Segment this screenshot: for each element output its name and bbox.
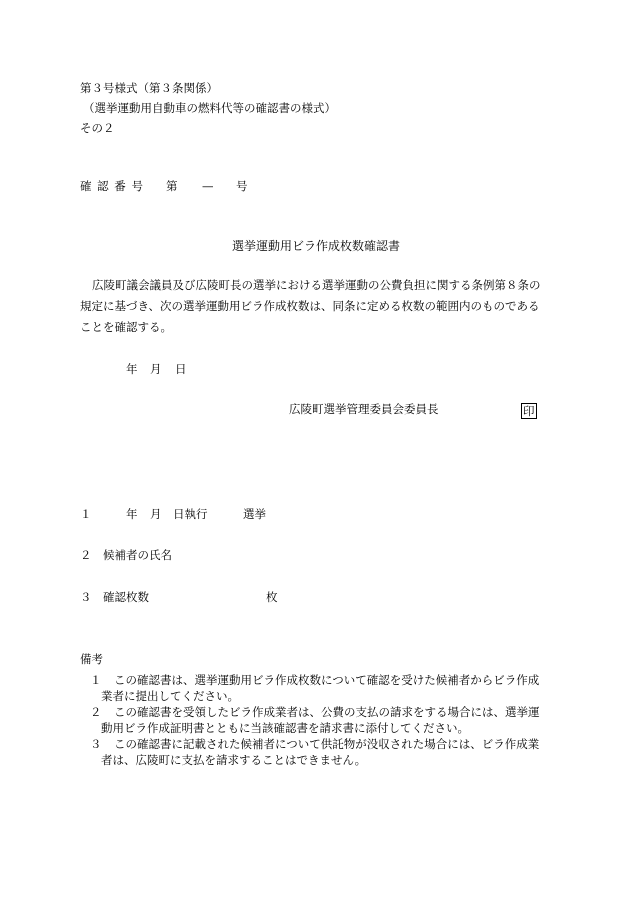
seal-box: 印	[523, 404, 535, 418]
remarks-note-line: 者は、広陵町に支払を請求することはできません。	[101, 753, 367, 767]
remarks-note-line: 動用ビラ作成証明書とともに当該確認書を請求書に添付してください。	[101, 721, 469, 735]
confirmation-number-dai: 第	[166, 179, 178, 193]
seal-mark	[521, 403, 537, 419]
form-subtitle: （選挙運動用自動車の燃料代等の確認書の様式）	[83, 101, 336, 115]
date-year: 年	[126, 362, 138, 376]
remarks-note-line: ３ この確認書に記載された候補者について供託物が没収された場合には、ビラ作成業	[90, 737, 540, 751]
date-month: 月	[150, 362, 162, 376]
item-3-unit: 枚	[266, 590, 278, 604]
remarks-note	[90, 672, 560, 704]
item-3-label: 確認枚数	[103, 590, 149, 604]
item-2-number: ２	[80, 548, 92, 562]
remarks-note-line: １ この確認書は、選挙運動用ビラ作成枚数について確認を受けた候補者からビラ作成	[90, 673, 540, 687]
body-line: 広陵町議会議員及び広陵町長の選挙における選挙運動の公費負担に関する条例第８条の	[92, 278, 541, 292]
remarks-note	[90, 704, 560, 736]
remarks-note-number: ２	[90, 705, 102, 719]
remarks-heading: 備考	[80, 652, 103, 666]
signer-title: 広陵町選挙管理委員会委員長	[289, 402, 439, 416]
confirmation-number-go: 号	[236, 179, 248, 193]
confirmation-number-dash: —	[202, 179, 214, 193]
item-1-number: １	[80, 507, 92, 521]
document-title: 選挙運動用ビラ作成枚数確認書	[232, 239, 401, 253]
remarks-note-number: １	[90, 673, 102, 687]
form-number: 第３号様式（第３条関係）	[80, 81, 218, 95]
item-3-number: ３	[80, 590, 92, 604]
item-1-month: 月	[150, 507, 162, 521]
body-line: 規定に基づき、次の選挙運動用ビラ作成枚数は、同条に定める枚数の範囲内のものである	[80, 299, 540, 313]
body-line: ことを確認する。	[80, 320, 172, 334]
item-1-year: 年	[126, 507, 138, 521]
remarks-note-line: ２ この確認書を受領したビラ作成業者は、公費の支払の請求をする場合には、選挙運	[90, 705, 540, 719]
confirmation-number-label: 確 認 番 号	[80, 179, 144, 193]
item-2-label: 候補者の氏名	[103, 548, 172, 562]
remarks-note-line: 業者に提出してください。	[101, 689, 239, 703]
item-1-election: 選挙	[243, 507, 266, 521]
body-paragraph	[80, 275, 560, 338]
date-day: 日	[175, 362, 187, 376]
remarks-note	[90, 736, 560, 768]
remarks-note-number: ３	[90, 737, 102, 751]
form-part: その２	[80, 121, 115, 135]
item-1-day-exec: 日執行	[173, 507, 208, 521]
